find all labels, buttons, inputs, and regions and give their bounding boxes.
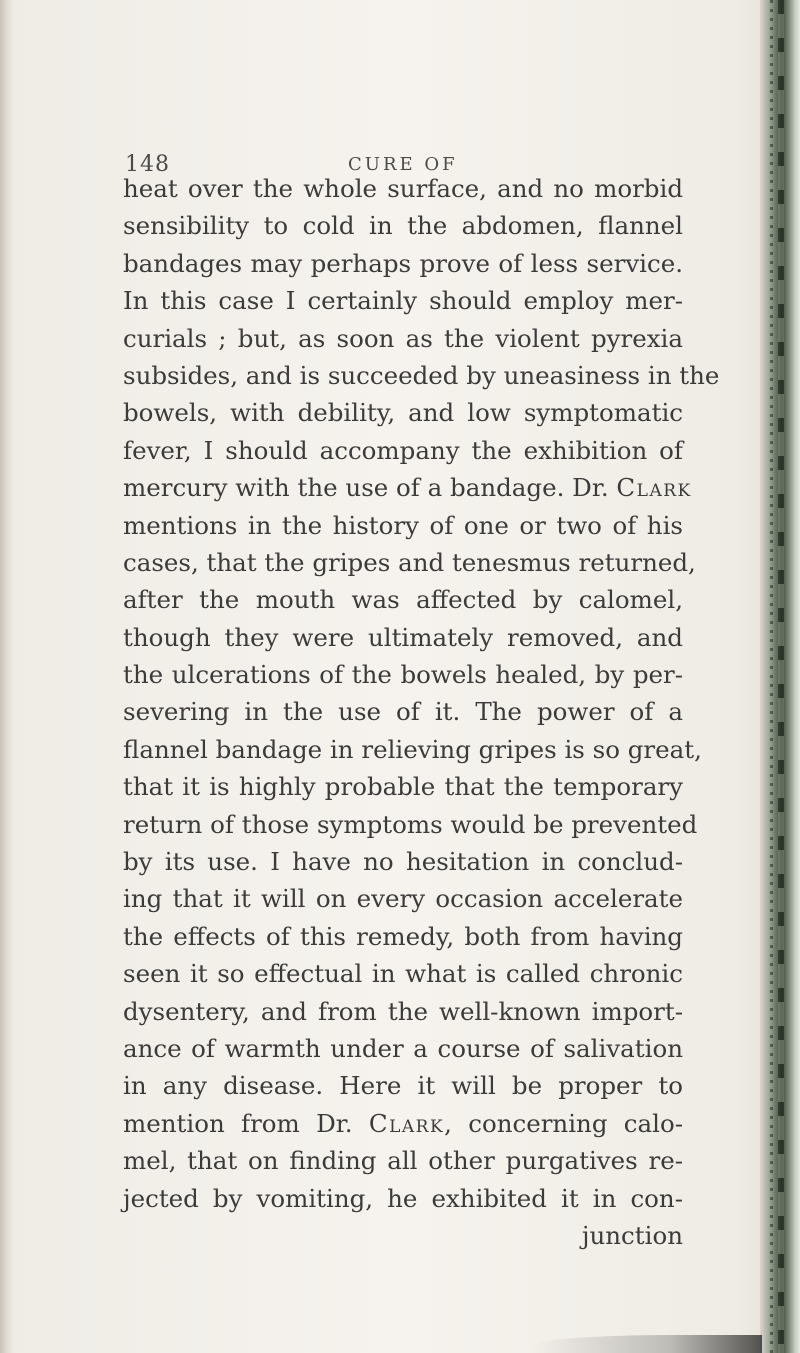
text-line: the ulcerations of the bowels healed, by per- <box>123 660 683 690</box>
text-line <box>123 1105 683 1142</box>
text-line: ing that it will on every occasion accelerate <box>123 884 683 914</box>
text-line: heat over the whole surface, and no morbid <box>123 174 683 203</box>
text-line: that it is highly probable that the temporary <box>123 772 683 802</box>
text-line: bandages may perhaps prove of less service. <box>123 248 683 278</box>
text-line: bowels, with debility, and low symptomatic <box>123 398 683 428</box>
page-curl-shadow <box>532 1335 762 1353</box>
text-line: mentions in the history of one or two of his <box>123 510 683 540</box>
text-line: after the mouth was affected by calomel, <box>123 585 683 615</box>
text-segment: mention from Dr. <box>123 1108 369 1138</box>
page-left-edge <box>0 0 14 1353</box>
text-line: dysentery, and from the well-known import- <box>123 996 683 1026</box>
text-line: cases, that the gripes and tenesmus returned, <box>123 547 696 577</box>
text-line: in any disease. Here it will be proper to <box>123 1071 683 1101</box>
author-name: Clark <box>368 1108 445 1138</box>
text-segment: mercury with the use of a bandage. Dr. <box>123 473 617 503</box>
text-line: the effects of this remedy, both from having <box>123 921 683 951</box>
text-line: subsides, and is succeeded by uneasiness in the <box>123 360 720 390</box>
text-line <box>123 469 692 506</box>
text-line: though they were ultimately removed, and <box>123 622 683 652</box>
text-line: fever, I should accompany the exhibition of <box>123 435 683 465</box>
body-text <box>123 170 720 1254</box>
text-line: mel, that on finding all other purgatives re- <box>123 1146 683 1176</box>
text-line: sensibility to cold in the abdomen, flannel <box>123 211 683 241</box>
text-line: curials ; but, as soon as the violent pyrexia <box>123 323 683 353</box>
text-line: seen it so effectual in what is called chronic <box>123 959 683 989</box>
text-segment: , concerning calo- <box>444 1108 683 1138</box>
text-line: by its use. I have no hesitation in conclud- <box>123 847 683 877</box>
text-line: jected by vomiting, he exhibited it in con- <box>123 1183 683 1213</box>
catchword: junction <box>581 1220 683 1250</box>
book-spine-edge <box>760 0 800 1353</box>
running-head: CURE OF <box>348 154 458 175</box>
page-number: 148 <box>125 152 170 177</box>
text-line: In this case I certainly should employ mer- <box>123 286 683 316</box>
text-line: flannel bandage in relieving gripes is so great, <box>123 734 702 764</box>
text-line: severing in the use of it. The power of a <box>123 697 683 727</box>
text-line: return of those symptoms would be prevented <box>123 809 698 839</box>
text-line: ance of warmth under a course of salivation <box>123 1033 683 1063</box>
author-name: Clark <box>616 473 692 503</box>
